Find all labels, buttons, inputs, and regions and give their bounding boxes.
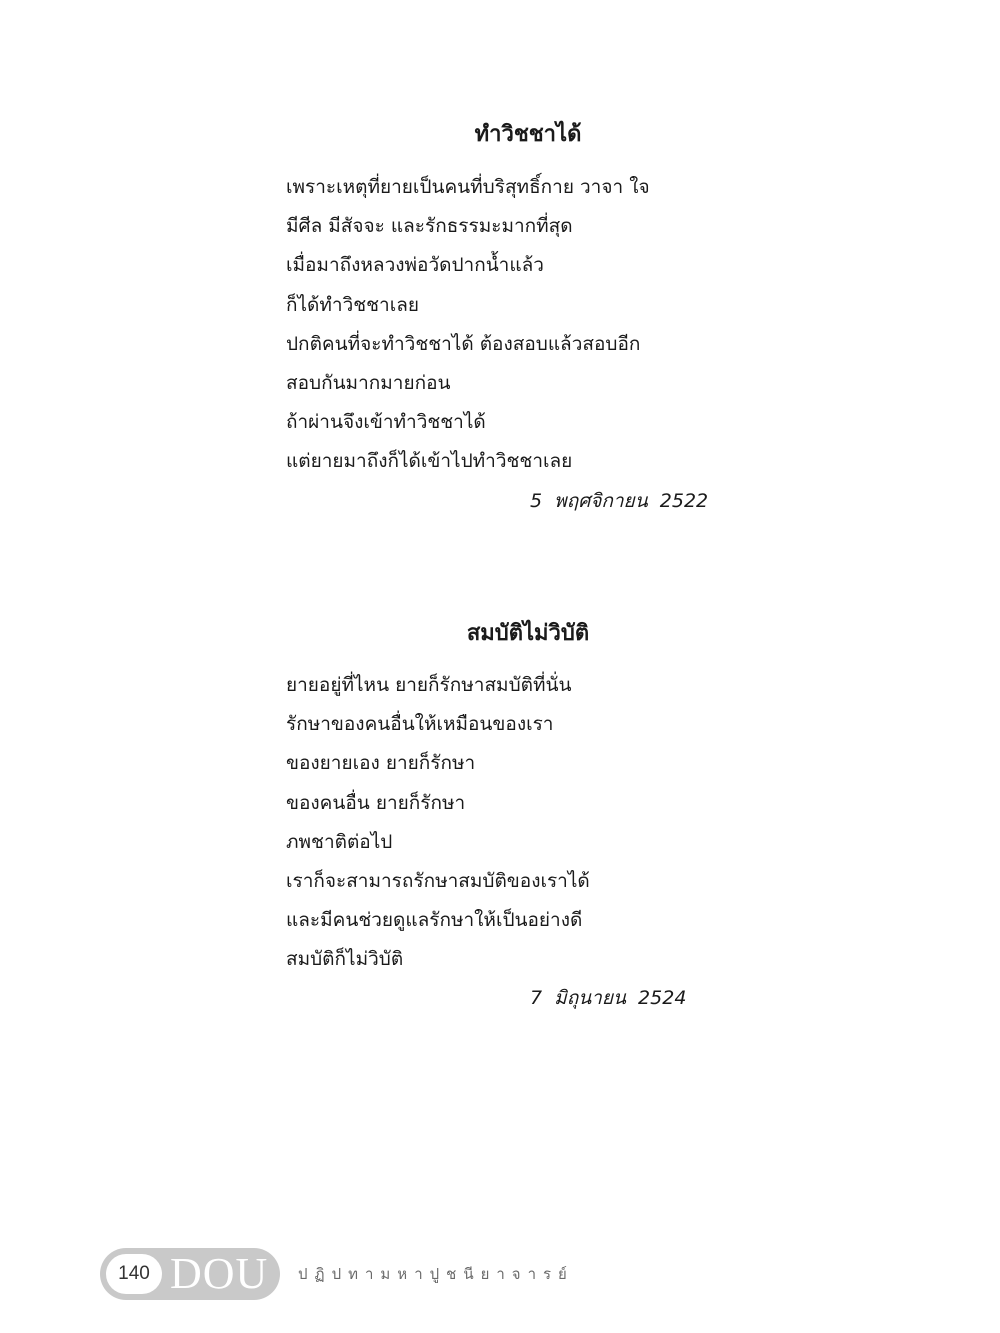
verse-lines [286, 666, 590, 980]
verse-line: มีศีล มีสัจจะ และรักธรรมะมากที่สุด [286, 215, 573, 238]
footer-badge [100, 1248, 280, 1300]
section-date: 7 มิถุนายน 2524 [530, 987, 687, 1009]
verse-line: ถ้าผ่านจึงเข้าทำวิชชาได้ [286, 411, 486, 434]
verse-line: ภพชาติต่อไป [286, 830, 393, 853]
verse-line: ปกติคนที่จะทำวิชชาได้ ต้องสอบแล้วสอบอีก [286, 332, 641, 355]
brand-logo: DOU [170, 1249, 269, 1298]
verse-line: เราก็จะสามารถรักษาสมบัติของเราได้ [286, 870, 590, 893]
verse-line: ก็ได้ทำวิชชาเลย [286, 293, 419, 316]
verse-line: เมื่อมาถึงหลวงพ่อวัดปากน้ำแล้ว [286, 254, 544, 277]
verse-line: ของคนอื่น ยายก็รักษา [286, 791, 466, 814]
verse-line: สมบัติก็ไม่วิบัติ [286, 948, 404, 971]
section-date: 5 พฤศจิกายน 2522 [530, 490, 709, 512]
page-number: 140 [106, 1254, 162, 1294]
section-title: สมบัติไม่วิบัติ [466, 621, 590, 646]
verse-line: แต่ยายมาถึงก็ได้เข้าไปทำวิชชาเลย [286, 450, 573, 473]
verse-lines [286, 168, 650, 482]
verse-line: และมีคนช่วยดูแลรักษาให้เป็นอย่างดี [286, 909, 583, 932]
verse-line: รักษาของคนอื่นให้เหมือนของเรา [286, 713, 554, 736]
verse-line: ของยายเอง ยายก็รักษา [286, 752, 476, 775]
verse-line: สอบกันมากมายก่อน [286, 372, 451, 395]
page-footer [100, 1248, 600, 1300]
verse-line: เพราะเหตุที่ยายเป็นคนที่บริสุทธิ์กาย วาจา ใจ [286, 176, 650, 198]
book-title: ปฏิปทามหาปูชนียาจารย์ [298, 1265, 574, 1283]
section-title: ทำวิชชาได้ [474, 122, 582, 147]
verse-line: ยายอยู่ที่ไหน ยายก็รักษาสมบัติที่นั่น [286, 674, 572, 696]
